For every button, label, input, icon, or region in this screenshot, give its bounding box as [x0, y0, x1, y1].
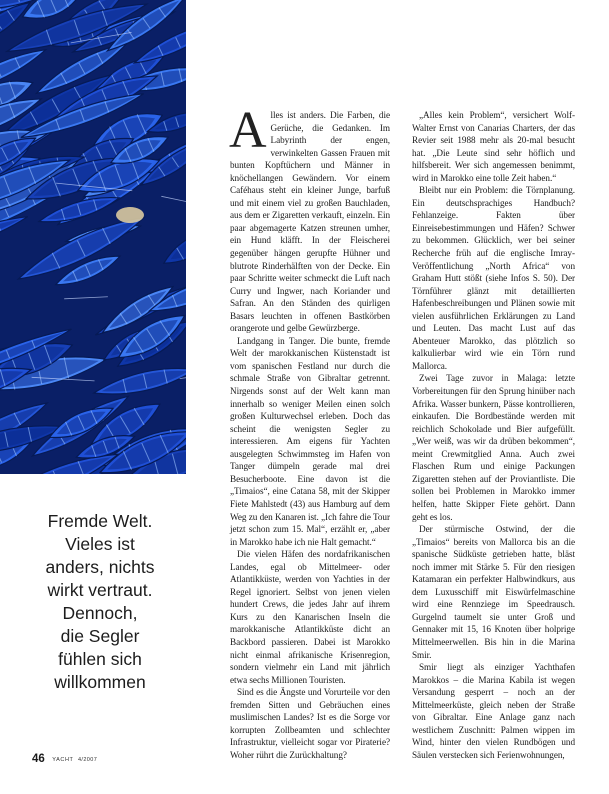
magazine-name: YACHT [52, 757, 74, 763]
article-paragraph: Die vielen Häfen des nordafrikanischen Landes, egal ob Mittelmeer- oder Atlantikküste, werden von Yachties in der Regel ignoriert. Selbst von jenen vielen hundert Crews, die jedes Jahr auf ihrem Kurs zu den Kanarischen Inseln die marokkanische Atlantikküste dicht an Backbord passieren. Dabei ist Marokko nicht einmal afrikanische Krisenregion, sondern vielmehr ein Land mit jährlich etwa sechs Millionen Touristen. [230, 549, 390, 685]
article-paragraph: „Alles kein Problem“, versichert Wolf-Walter Ernst von Canarias Charters, der das Revier seit 1988 mehr als 20-mal besucht hat. „Die Leute sind sehr höflich und hilfsbereit. Wer sich angemessen benimmt, wird in Marokko eine tolle Zeit haben.“ [412, 110, 575, 183]
article-paragraph: Bleibt nur ein Problem: die Törnplanung. Ein deutschsprachiges Handbuch? Fehlanzeige. Fakten über Einreisebestimmungen und Häfen? Schwer zu bekommen. Glücklich, wer bei seiner Recherche früh auf die englische Imray-Veröffentlichung „North Africa“ von Graham Hutt stößt (siehe Infos S. 50). Der Törnführer glänzt mit detaillierten Hafenbeschreibungen und Plänen sowie mit vielen ausführlichen Erklärungen zu Land und Leuten. Das macht Lust auf das Abenteuer Marokko, das plötzlich so kalkulierbar wird wie ein Törn rund Mallorca. [412, 185, 575, 371]
article-paragraph: Sind es die Ängste und Vorurteile vor den fremden Sitten und Gebräuchen eines muslimischen Landes? Ist es die Sorge vor korrupten Zollbeamten und schlechter Infrastruktur, vielleicht sogar vor Piraterie? Woher rührt die Zurückhaltung? [230, 687, 390, 760]
caption-line: Vieles ist [65, 534, 135, 554]
caption-line: die Segler [60, 626, 140, 646]
paragraph-text: lles ist anders. Die Farben, die Gerüche, die Gedanken. Im Labyrinth der engen, verwinkelten Gassen Frauen mit bunten Kopftüchern und Männer in knöchellangen Gewändern. Vor einem Caféhaus steht ein kleiner Junge, barfuß und mit einem viel zu großen Bauchladen, aus dem er Zigaretten verkauft, einzeln. Ein paar abgemagerte Katzen streunen umher, ein Hund kläfft. In der Fleischerei gegenüber hängen gerupfte Hühner und blutrote Rinderhälften von der Decke. Ein paar Schritte weiter schmeckt die Luft nach Curry und Ingwer, nach Koriander und Safran. An den Ständen des quirligen Basars leuchten in offenen Bastkörben orangerote und gelbe Gewürzberge. [230, 110, 390, 334]
article-paragraph: Der stürmische Ostwind, der die „Timaios“ bereits von Mallorca bis an die spanische Südküste getrieben hatte, bläst noch immer mit Stärke 5. Für den riesigen Katamaran ein perfekter Halbwindkurs, aus dem Luxusschiff mit Eiswürfelmaschine wird eine Rennziege im Speedrausch. Gurgelnd taumelt sie unter Groß und Gennaker mit 15, 16 Knoten über holprige Mittelmeerwellen. Bis hin in die Marina Smir. [412, 524, 575, 660]
page-footer [32, 749, 97, 767]
harbor-boats-photo [0, 0, 186, 474]
page-number: 46 [32, 753, 45, 765]
article-paragraph [229, 102, 390, 335]
caption-line: willkommen [54, 672, 146, 692]
article-column-right [412, 109, 575, 761]
fishing-net-shape [116, 207, 144, 223]
caption-line: fühlen sich [58, 649, 142, 669]
article-paragraph: Zwei Tage zuvor in Malaga: letzte Vorbereitungen für den Sprung hinüber nach Afrika. Wasser bunkern, Pässe kontrollieren, einkaufen. Die Bordbestände werden mit reichlich Schokolade und Bier aufgefüllt. „Wer weiß, was wir da drüben bekommen“, meint Crewmitglied Anna. Auch zwei Flaschen Rum und einige Packungen Zigaretten stehen auf der Proviantliste. Die sollen bei Problemen in Marokko immer helfen, hatte Skipper Fiete gehört. Dann geht es los. [412, 373, 575, 522]
article-column-left [229, 102, 390, 761]
drop-cap: A [229, 102, 267, 159]
caption-line: wirkt vertraut. [47, 580, 153, 600]
pull-quote-caption [0, 510, 200, 694]
caption-line: Fremde Welt. [47, 511, 153, 531]
blue-boats-image [0, 0, 186, 474]
article-paragraph: Smir liegt als einziger Yachthafen Marokkos – die Marina Kabila ist wegen Versandung gesperrt – noch an der Mittelmeerküste, gleich neben der Straße von Gibraltar. Eine Anlage ganz nach westlichem Zuschnitt: Palmen wippen im Wind, hinter den vielen Rundbögen und Säulen verstecken sich Ferienwohnungen, [412, 662, 575, 760]
caption-line: anders, nichts [45, 557, 155, 577]
caption-line: Dennoch, [62, 603, 138, 623]
article-paragraph: Landgang in Tanger. Die bunte, fremde Welt der marokkanischen Küstenstadt ist vom spanischen Festland nur durch die schmale Straße von Gibraltar getrennt. Nirgends sonst auf der Welt kann man innerhalb so weniger Meilen einen solch großen Kulturwechsel erleben. Doch das scheint die wenigsten Segler zu interessieren. Am eigens für Yachten ausgelegten Schwimmsteg im Hafen von Tanger dümpeln gerade mal drei Besucherboote. Eine davon ist die „Timaios“, eine Catana 58, mit der Skipper Fiete Mahlstedt (43) aus Hamburg auf dem Weg zu den Kanaren ist. „Ich fahre die Tour jetzt schon zum 15. Mal“, erzählt er, „aber in Marokko habe ich nie Halt gemacht.“ [230, 335, 390, 547]
issue-number: 4/2007 [77, 757, 98, 763]
